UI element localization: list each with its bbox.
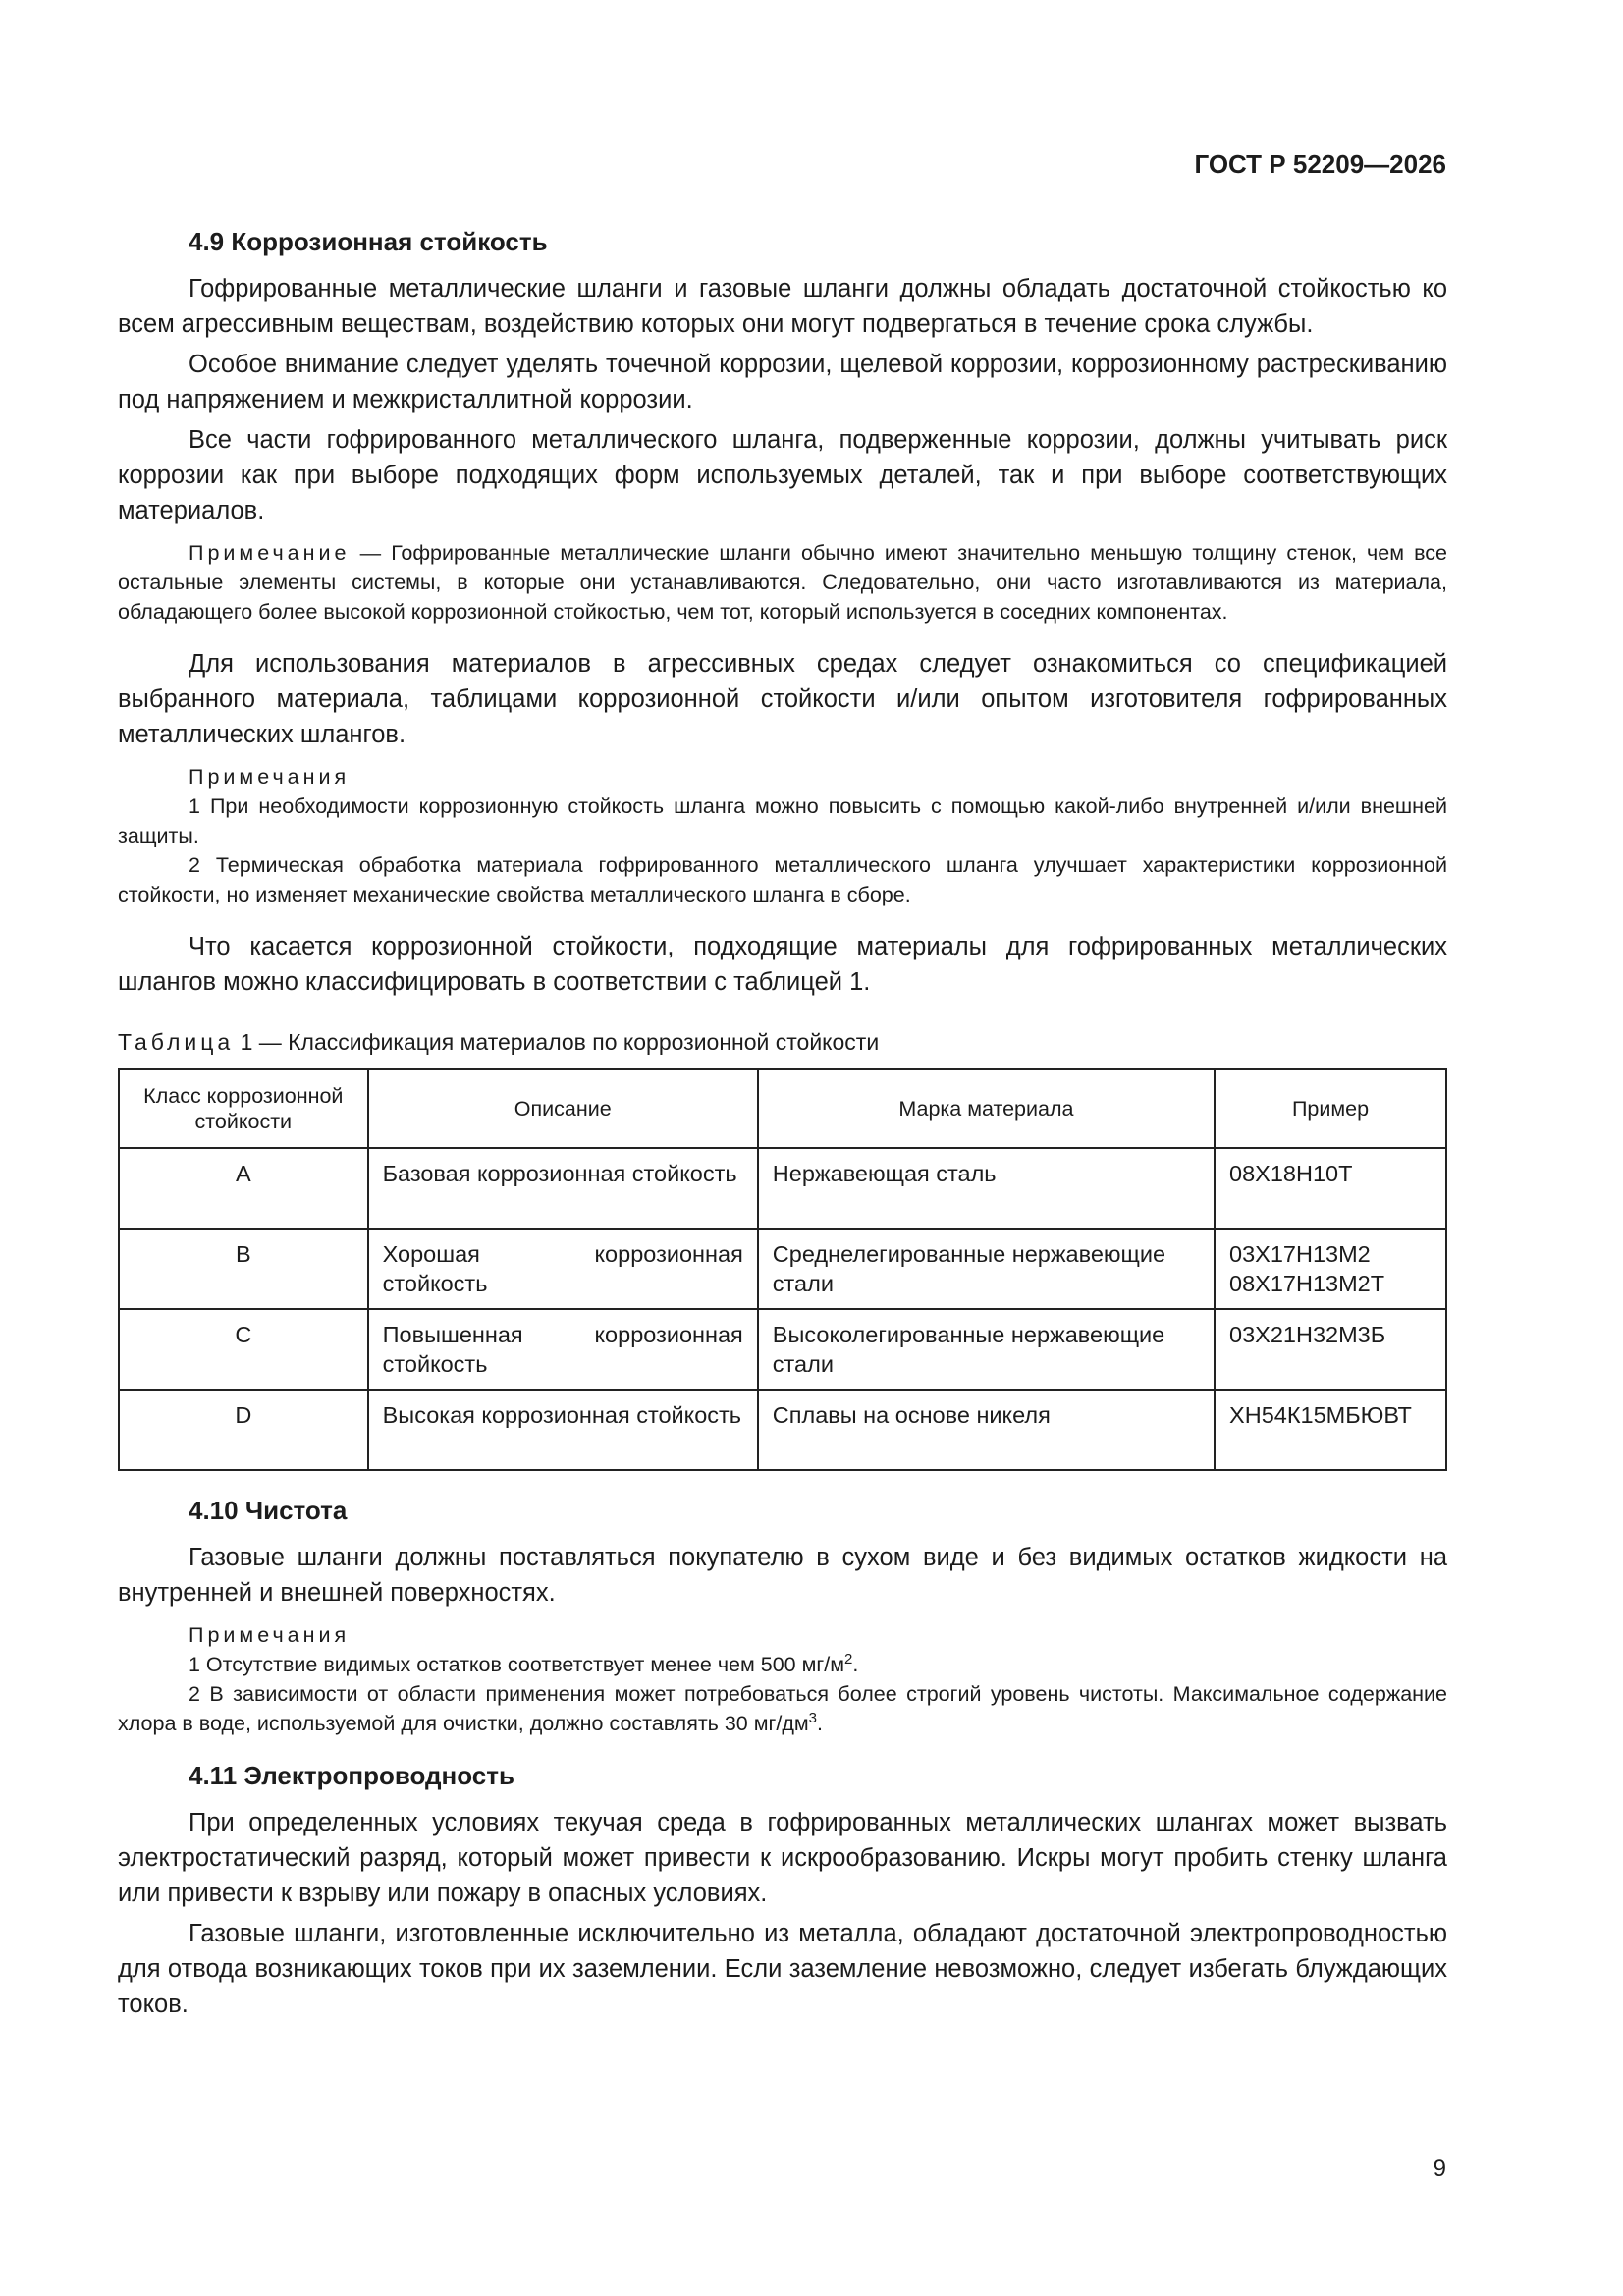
cell-material: Нержавеющая сталь — [758, 1148, 1215, 1229]
section-4-10-title: 4.10 Чистота — [189, 1496, 348, 1525]
table-caption-text: 1 — Классификация материалов по коррозионной стойкости — [240, 1029, 880, 1055]
cell-class: D — [119, 1390, 368, 1470]
table-caption-label: Таблица — [118, 1029, 235, 1055]
paragraph: Особое внимание следует уделять точечной коррозии, щелевой коррозии, коррозионному растрескиванию под напряжением и межкристаллитной коррозии. — [118, 351, 1447, 413]
cell-description: Повышенная коррозионная стойкость — [368, 1309, 758, 1390]
table-header-row — [119, 1069, 1446, 1148]
note-item: 2 Термическая обработка материала гофрированного металлического шланга улучшает характеристики коррозионной стойкости, но изменяет механические свойства металлического шланга в сборе. — [118, 853, 1447, 906]
note-end: . — [852, 1653, 859, 1676]
note-text: — Гофрированные металлические шланги обычно имеют значительно меньшую толщину стенок, чем все остальные элементы системы, в которые они устанавливаются. Следовательно, они часто изготавливаются из материала, обладающего более высокой коррозионной стойкостью, чем тот, который используется в соседних компонентах. — [118, 541, 1447, 624]
paragraph: Газовые шланги должны поставляться покупателю в сухом виде и без видимых остатков жидкости на внутренней и внешней поверхностях. — [118, 1544, 1447, 1607]
notes-label: Примечания — [189, 765, 351, 789]
notes-block — [118, 762, 1447, 909]
table-row — [119, 1309, 1446, 1390]
cell-description: Высокая коррозионная стойкость — [368, 1390, 758, 1470]
paragraph: При определенных условиях текучая среда в гофрированных металлических шлангах может вызвать электростатический разряд, который может привести к искрообразованию. Искры могут пробить стенку шланга или привести к взрыву или пожару в опасных условиях. — [118, 1809, 1447, 1907]
cell-example: ХН54К15МБЮВТ — [1215, 1390, 1446, 1470]
note-item: 1 При необходимости коррозионную стойкость шланга можно повысить с помощью какой-либо внутренней и/или внешней защиты. — [118, 794, 1447, 847]
superscript: 3 — [808, 1709, 818, 1726]
note — [118, 538, 1447, 627]
cell-class: B — [119, 1229, 368, 1309]
cell-material: Высоколегированные нержавеющие стали — [758, 1309, 1215, 1390]
cell-description: Базовая коррозионная стойкость — [368, 1148, 758, 1229]
note-end: . — [817, 1712, 823, 1735]
paragraph: Газовые шланги, изготовленные исключительно из металла, обладают достаточной электропроводностью для отвода возникающих токов при их заземлении. Если заземление невозможно, следует избегать блуждающих токов. — [118, 1920, 1447, 2018]
header-class: Класс коррозионной стойкости — [119, 1069, 368, 1148]
section-4-9-title: 4.9 Коррозионная стойкость — [189, 227, 548, 256]
notes-label: Примечания — [189, 1623, 351, 1647]
paragraph: Гофрированные металлические шланги и газовые шланги должны обладать достаточной стойкостью ко всем агрессивным веществам, воздействию которых они могут подвергаться в течение срока службы. — [118, 275, 1447, 338]
paragraph: Для использования материалов в агрессивных средах следует ознакомиться со спецификацией выбранного материала, таблицами коррозионной стойкости и/или опытом изготовителя гофрированных металлических шлангов. — [118, 650, 1447, 748]
superscript: 2 — [843, 1650, 853, 1667]
cell-class: C — [119, 1309, 368, 1390]
header-description: Описание — [368, 1069, 758, 1148]
note-text: 2 В зависимости от области применения может потребоваться более строгий уровень чистоты. Максимальное содержание хлора в воде, используемой для очистки, должно составлять 30 мг/дм — [118, 1682, 1447, 1735]
header-example: Пример — [1215, 1069, 1446, 1148]
cell-class: A — [119, 1148, 368, 1229]
page-number: 9 — [1433, 2156, 1446, 2182]
notes-block — [118, 1620, 1447, 1738]
cell-example: 03Х21Н32М3Б — [1215, 1309, 1446, 1390]
cell-example: 03Х17Н13М2 08Х17Н13М2Т — [1215, 1229, 1446, 1309]
cell-description: Хорошая коррозионная стойкость — [368, 1229, 758, 1309]
table-row — [119, 1148, 1446, 1229]
paragraph: Все части гофрированного металлического шланга, подверженные коррозии, должны учитывать риск коррозии как при выборе подходящих форм используемых деталей, так и при выборе соответствующих материалов. — [118, 426, 1447, 524]
table-caption — [118, 1027, 1447, 1057]
paragraph: Что касается коррозионной стойкости, подходящие материалы для гофрированных металлических шлангов можно классифицировать в соответствии с таблицей 1. — [118, 933, 1447, 996]
table-row — [119, 1229, 1446, 1309]
materials-table — [118, 1068, 1447, 1471]
note-item — [118, 1650, 1447, 1679]
section-4-11-title: 4.11 Электропроводность — [189, 1761, 514, 1790]
header-material-grade: Марка материала — [758, 1069, 1215, 1148]
note-item — [118, 1679, 1447, 1738]
note-text: 1 Отсутствие видимых остатков соответствует менее чем 500 мг/м — [189, 1653, 844, 1676]
table-row — [119, 1390, 1446, 1470]
page-content — [118, 224, 1447, 2027]
cell-material: Среднелегированные нержавеющие стали — [758, 1229, 1215, 1309]
cell-example: 08Х18Н10Т — [1215, 1148, 1446, 1229]
document-number: ГОСТ Р 52209—2026 — [1194, 149, 1446, 179]
note-label: Примечание — [189, 541, 351, 565]
cell-material: Сплавы на основе никеля — [758, 1390, 1215, 1470]
